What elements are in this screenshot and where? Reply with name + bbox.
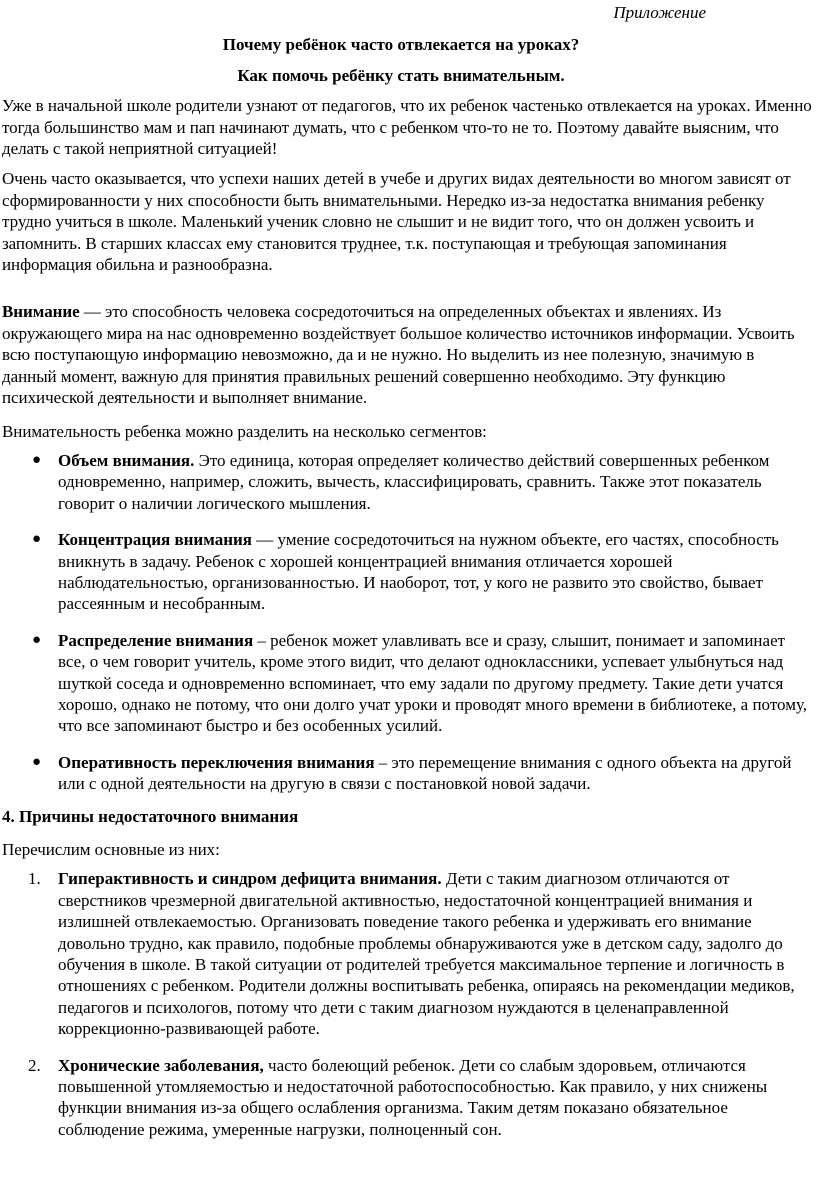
segment-term: Распределение внимания bbox=[58, 630, 254, 650]
cause-term: Хронические заболевания, bbox=[58, 1055, 264, 1075]
item-number: 2. bbox=[28, 1055, 41, 1075]
segment-term: Концентрация внимания bbox=[58, 530, 252, 550]
causes-intro: Перечислим основные из них: bbox=[2, 840, 220, 859]
list-item bbox=[2, 450, 812, 514]
cause-text: часто болеющий ребенок. Дети со слабым здоровьем, отличаются повышенной утомляемостью и недостаточной работоспособностью. Как правило, у них снижены функции внимания из-за общего ослабления организма. Таким детям показано обязательное соблюдение режима, умеренные нагрузки, полноценный сон. bbox=[58, 1055, 768, 1139]
bullet-icon: ● bbox=[32, 631, 42, 648]
segment-term: Оперативность переключения внимания bbox=[58, 752, 375, 772]
list-item bbox=[2, 529, 812, 615]
definition-term: Внимание bbox=[2, 302, 80, 322]
bullet-icon: ● bbox=[32, 451, 42, 468]
section-4-heading: 4. Причины недостаточного внимания bbox=[2, 806, 299, 826]
cause-term: Гиперактивность и синдром дефицита внимания. bbox=[58, 869, 442, 889]
blank-line bbox=[2, 275, 812, 297]
segments-list bbox=[2, 450, 812, 795]
list-item bbox=[2, 868, 812, 1039]
bullet-icon: ● bbox=[32, 753, 42, 770]
segment-text: — умение сосредоточиться на нужном объекте, его частях, способность вникнуть в задачу. Ребенок с хорошей концентрацией внимания отличается хорошей наблюдательностью, организованностью. И наоборот, тот, у кого не развито это свойство, бывает рассеянным и несобранным. bbox=[58, 530, 779, 614]
segment-text: Это единица, которая определяет количество действий совершенных ребенком одновременно, например, сложить, вычесть, классифицировать, сравнить. Также этот показатель говорит о наличии логического мышления. bbox=[58, 450, 770, 513]
appendix-label: Приложение bbox=[613, 3, 706, 22]
definition-paragraph bbox=[2, 301, 812, 408]
cause-text: Дети с таким диагнозом отличаются от сверстников чрезмерной двигательной активностью, недостаточной концентрацией внимания и излишней отвлекаемостью. Организовать поведение такого ребенка и удерживать его внимание довольно трудно, как правило, подобные проблемы обнаруживаются уже в детском саду, задолго до обучения в школе. В такой ситуации от родителей требуется максимальное терпение и логичность в отношениях с ребенком. Родители должны воспитывать ребенка, опираясь на рекомендации медиков, педагогов и психологов, потому что дети с таким диагнозом нуждаются в целенаправленной коррекционно-развивающей работе. bbox=[58, 869, 795, 1039]
item-number: 1. bbox=[28, 869, 41, 889]
segment-term: Объем внимания. bbox=[58, 450, 195, 470]
title-line-1: Почему ребёнок часто отвлекается на уроках? bbox=[222, 35, 580, 55]
list-item bbox=[2, 752, 812, 795]
definition-text: — это способность человека сосредоточиться на определенных объектах и явлениях. Из окружающего мира на нас одновременно воздействует большое количество источников информации. Усвоить всю поступающую информацию невозможно, да и не нужно. Но выделить из нее полезную, значимую в данный момент, важную для принятия правильных решений совершенно необходимо. Эту функцию психической деятельности и выполняет внимание. bbox=[2, 302, 795, 408]
segment-text: – это перемещение внимания с одного объекта на другой или с одной деятельности на другую в связи с постановкой новой задачи. bbox=[58, 752, 792, 794]
intro-paragraph-1: Уже в начальной школе родители узнают от педагогов, что их ребенок частенько отвлекается на уроках. Именно тогда большинство мам и пап начинают думать, что с ребенком что-то не то. Поэтому давайте выясним, что делать с такой неприятной ситуацией! bbox=[2, 96, 812, 159]
list-item bbox=[2, 1055, 812, 1141]
segments-intro: Внимательность ребенка можно разделить на несколько сегментов: bbox=[2, 421, 487, 441]
document-page bbox=[0, 2, 816, 1191]
title-line-2: Как помочь ребёнку стать внимательным. bbox=[237, 65, 565, 85]
bullet-icon: ● bbox=[32, 531, 42, 548]
segment-text: – ребенок может улавливать все и сразу, слышит, понимает и запоминает все, о чем говорит учитель, кроме этого видит, что делают одноклассники, успевает улыбнуться над шуткой соседа и одновременно вспоминает, что ему задали по другому предмету. Такие дети учатся хорошо, однако не потому, что они долго учат уроки и проводят много времени в библиотеке, а потому, что все запоминают быстро и без особенных усилий. bbox=[58, 630, 808, 736]
list-item bbox=[2, 630, 812, 737]
intro-paragraph-2: Очень часто оказывается, что успехи наших детей в учебе и других видах деятельности во многом зависят от сформированности у них способности быть внимательными. Нередко из-за недостатка внимания ребенку трудно учиться в школе. Маленький ученик словно не слышит и не видит того, что он должен усвоить и запомнить. В старших классах ему становится труднее, т.к. поступающая и требующая запоминания информация обильна и разнообразна. bbox=[2, 169, 791, 275]
causes-list bbox=[2, 868, 812, 1140]
